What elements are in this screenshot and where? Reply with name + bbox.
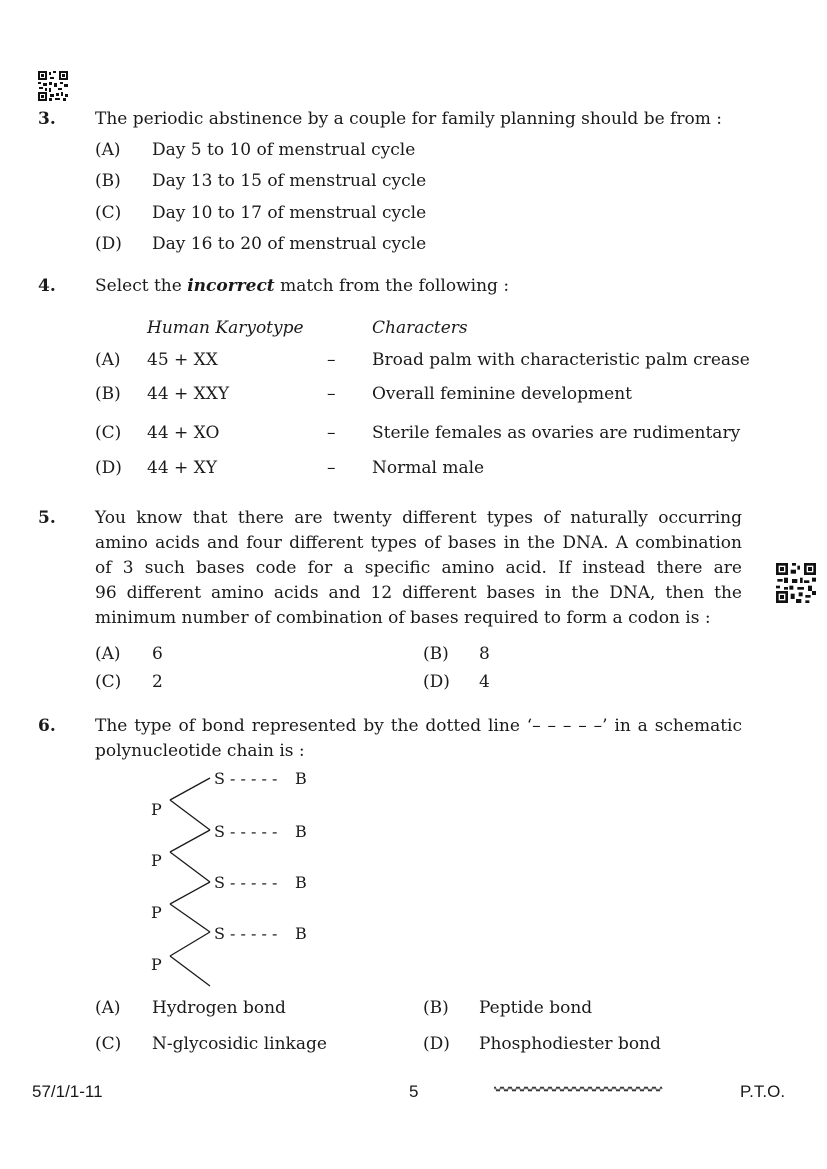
option-a-text: Hydrogen bond — [152, 998, 286, 1018]
phosphate-label: P — [151, 851, 162, 870]
option-d-text: 4 — [479, 672, 490, 692]
sugar-label: S — [214, 924, 225, 943]
wavy-line-icon — [494, 1084, 664, 1094]
bond-dashes: - - - - - — [230, 924, 278, 943]
option-label: (C) — [95, 672, 122, 692]
phosphate-label: P — [151, 903, 162, 922]
base-label: B — [295, 924, 307, 943]
qr-code-icon — [776, 563, 816, 603]
question-text-emphasis: incorrect — [187, 276, 275, 296]
option-c-text: Day 10 to 17 of menstrual cycle — [152, 203, 427, 223]
option-c-text: 2 — [152, 672, 163, 692]
phosphate-label: P — [151, 800, 162, 819]
base-label: B — [295, 769, 307, 788]
question-text: The periodic abstinence by a couple for family planning should be from : — [95, 109, 722, 129]
bond-dashes: - - - - - — [230, 769, 278, 788]
question-text-line: of 3 such bases code for a specific amino acid. If instead there are — [95, 558, 742, 578]
dash: – — [327, 458, 336, 478]
column-header-characters: Characters — [372, 318, 468, 338]
option-label: (C) — [95, 203, 122, 223]
karyotype: 44 + XY — [147, 458, 218, 478]
question-text-line: You know that there are twenty different types of naturally occurring — [95, 508, 742, 528]
phosphate-label: P — [151, 955, 162, 974]
page-number: 5 — [409, 1082, 419, 1101]
question-text-line: The type of bond represented by the dotted line ‘– – – – –’ in a schematic — [95, 716, 742, 736]
dash: – — [327, 350, 336, 370]
qr-code-icon — [38, 71, 68, 101]
polynucleotide-diagram — [140, 760, 340, 992]
question-number: 6. — [38, 716, 56, 736]
character: Normal male — [372, 458, 485, 478]
karyotype: 44 + XXY — [147, 384, 230, 404]
option-b-text: 8 — [479, 644, 490, 664]
option-label: (A) — [95, 350, 121, 370]
question-number: 3. — [38, 109, 56, 129]
column-header-karyotype: Human Karyotype — [147, 318, 304, 338]
character: Overall feminine development — [372, 384, 632, 404]
option-a-text: Day 5 to 10 of menstrual cycle — [152, 140, 416, 160]
karyotype: 45 + XX — [147, 350, 218, 370]
dash: – — [327, 423, 336, 443]
base-label: B — [295, 873, 307, 892]
option-a-text: 6 — [152, 644, 163, 664]
option-label: (D) — [95, 234, 122, 254]
option-b-text: Day 13 to 15 of menstrual cycle — [152, 171, 427, 191]
bond-dashes: - - - - - — [230, 822, 278, 841]
option-label: (D) — [95, 458, 122, 478]
question-text-start: Select the — [95, 276, 188, 296]
option-label: (B) — [423, 998, 449, 1018]
question-text-end: match from the following : — [274, 276, 510, 296]
option-label: (A) — [95, 140, 121, 160]
option-label: (B) — [95, 171, 121, 191]
option-label: (B) — [423, 644, 449, 664]
sugar-label: S — [214, 873, 225, 892]
option-label: (D) — [423, 1034, 450, 1054]
question-text-line: 96 different amino acids and 12 different bases in the DNA, then the — [95, 583, 742, 603]
character: Broad palm with characteristic palm crease — [372, 350, 750, 370]
sugar-label: S — [214, 769, 225, 788]
paper-code: 57/1/1-11 — [32, 1082, 103, 1101]
pto-label: P.T.O. — [740, 1082, 786, 1101]
backbone-lines — [170, 778, 210, 986]
option-label: (B) — [95, 384, 121, 404]
option-label: (A) — [95, 998, 121, 1018]
option-label: (D) — [423, 672, 450, 692]
base-label: B — [295, 822, 307, 841]
option-label: (C) — [95, 423, 122, 443]
question-text-line: polynucleotide chain is : — [95, 741, 305, 761]
character: Sterile females as ovaries are rudimentary — [372, 423, 741, 443]
karyotype: 44 + XO — [147, 423, 220, 443]
sugar-label: S — [214, 822, 225, 841]
bond-dashes: - - - - - — [230, 873, 278, 892]
question-text-line: minimum number of combination of bases required to form a codon is : — [95, 608, 711, 628]
question-number: 4. — [38, 276, 56, 296]
question-number: 5. — [38, 508, 56, 528]
option-d-text: Day 16 to 20 of menstrual cycle — [152, 234, 427, 254]
option-d-text: Phosphodiester bond — [479, 1034, 661, 1054]
option-b-text: Peptide bond — [479, 998, 593, 1018]
option-label: (A) — [95, 644, 121, 664]
option-label: (C) — [95, 1034, 122, 1054]
question-text — [95, 276, 509, 296]
question-text-line: amino acids and four different types of bases in the DNA. A combination — [95, 533, 742, 553]
option-c-text: N-glycosidic linkage — [152, 1034, 327, 1054]
dash: – — [327, 384, 336, 404]
